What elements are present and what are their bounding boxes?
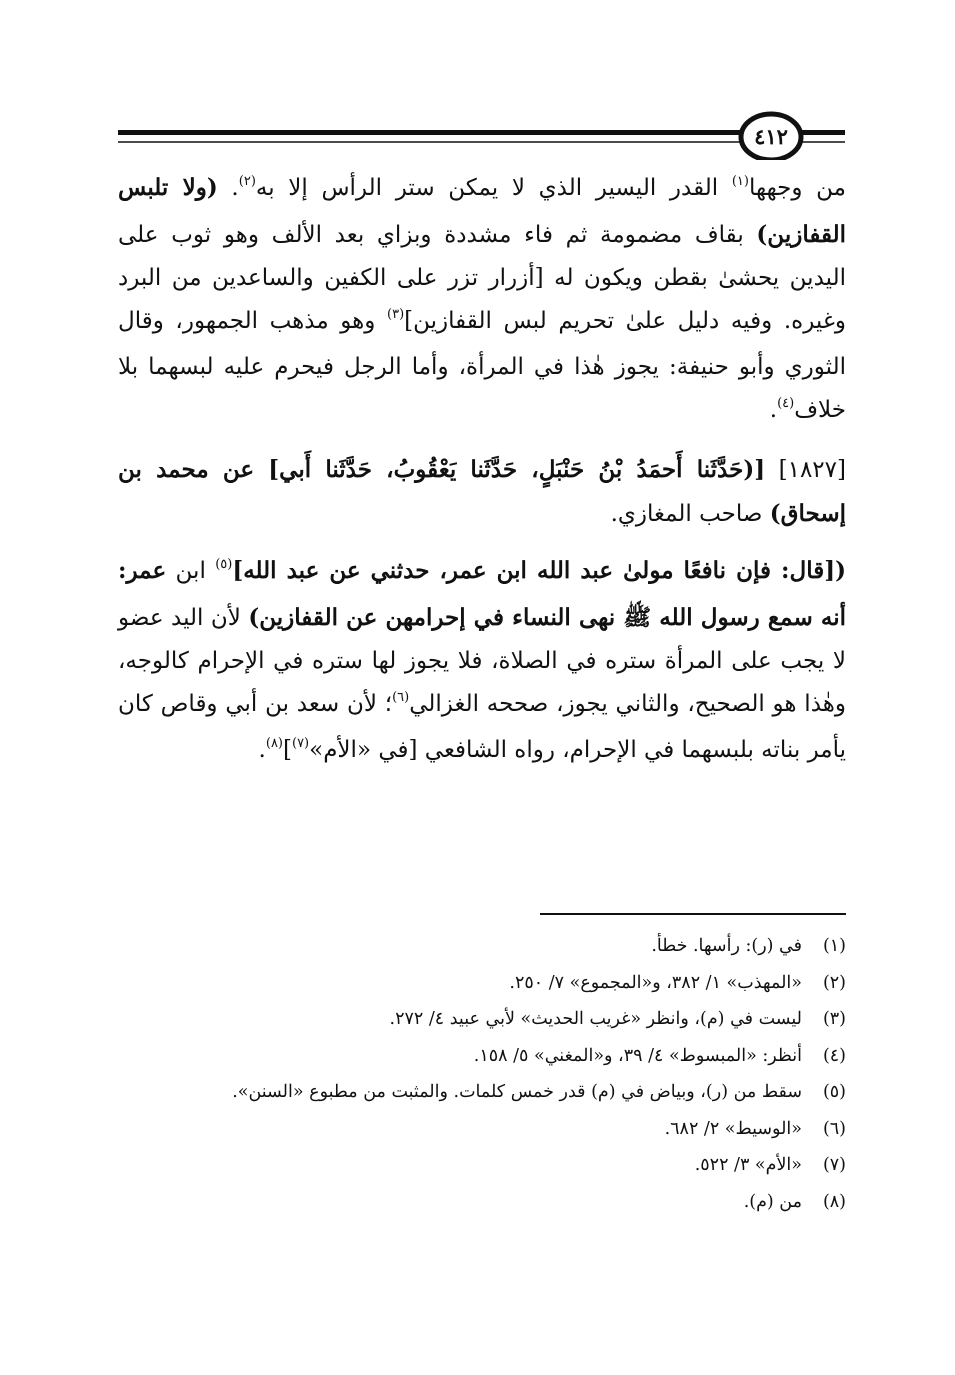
footnote-ref: (٨) (265, 736, 283, 751)
page-number: ٤١٢ (754, 124, 788, 149)
footnote (118, 965, 846, 1002)
footnote-text: سقط من (ر)، وبياض في (م) قدر خمس كلمات. والمثبت من مطبوع «السنن». (232, 1082, 802, 1102)
text-run: ] (283, 737, 292, 763)
footnote (118, 1184, 846, 1221)
text-run: القدر اليسير الذي لا يمكن ستر الرأس إلا به (255, 175, 732, 201)
matn-text: [(حَدَّثَنا أَحمَدُ بْنُ حَنْبَلٍ، حَدَّثَنا يَعْقُوبُ، حَدَّثَنا أَبي] عن محمد بن إسحاق) (118, 456, 846, 527)
text-run: . (769, 397, 778, 423)
matn-text: عمر: أنه سمع رسول الله ﷺ نهى النساء في إحرامهن عن القفازين) (118, 557, 847, 631)
footnote-ref: (١) (731, 174, 749, 189)
footnote-number: (٧) (822, 1155, 846, 1175)
text-run: ابن (166, 558, 216, 584)
paragraph-2 (118, 448, 846, 536)
matn-text: (ولا تلبس القفازين) (118, 174, 846, 248)
footnote (118, 1038, 846, 1075)
main-text (118, 166, 846, 788)
footnote (118, 928, 846, 965)
text-run: صاحب المغازي. (610, 501, 770, 527)
footnote-text: أنظر: «المبسوط» ٤/ ٣٩، و«المغني» ٥/ ١٥٨. (473, 1045, 802, 1066)
footnote (118, 1147, 846, 1184)
text-run: بقاف مضمومة ثم فاء مشددة وبزاي بعد الألف وهو ثوب على اليدين يحشىٰ بقطن ويكون له [أزرار تزر على الكفين والساعدين من البرد وغيره. وفيه دليل علىٰ تحريم لبس القفازين] (118, 222, 847, 334)
footnote-number: (٥) (822, 1082, 846, 1102)
footnote-number: (٣) (822, 1009, 846, 1029)
footnote-number: (٦) (822, 1118, 846, 1139)
footnote-number: (٤) (822, 1045, 846, 1066)
text-run: . (217, 175, 239, 201)
page-header (0, 0, 955, 160)
footnote-ref: (٤) (777, 396, 795, 411)
matn-text: ([قال: فإن نافعًا مولىٰ عبد الله ابن عمر، حدثني عن عبد الله] (232, 557, 846, 584)
footnote-number: (١) (822, 936, 846, 956)
footnote-text: «الأم» ٣/ ٥٢٢. (694, 1155, 802, 1175)
text-run: من وجهها (748, 175, 846, 201)
footnote-text: «المهذب» ١/ ٣٨٢، و«المجموع» ٧/ ٢٥٠. (509, 972, 802, 993)
footnote-number: (٢) (822, 972, 846, 993)
footnote (118, 1001, 846, 1038)
paragraph-1 (118, 166, 846, 435)
hadith-number: [١٨٢٧] (765, 457, 846, 483)
header-ornament (0, 0, 955, 160)
text-run: ؛ لأن سعد بن أبي وقاص كان يأمر بناته بلبسهما في الإحرام، رواه الشافعي [في «الأم» (118, 691, 846, 763)
footnote-ref: (٧) (291, 736, 310, 751)
paragraph-3 (118, 549, 846, 775)
text-run: . (258, 737, 266, 763)
footnote-ref: (٣) (387, 307, 405, 322)
footnote-text: من (م). (743, 1191, 802, 1212)
footnote-text: في (ر): رأسها. خطأ. (651, 936, 802, 956)
footnote-text: ليست في (م)، وانظر «غريب الحديث» لأبي عبيد ٤/ ٢٧٢. (389, 1009, 802, 1029)
footnote (118, 1074, 846, 1111)
text-run: لأن اليد عضو لا يجب على المرأة ستره في الصلاة، فلا يجوز لها ستره في الإحرام كالوجه، وهٰذا هو الصحيح، والثاني يجوز، صححه الغزالي (118, 605, 846, 717)
footnote-text: «الوسيط» ٢/ ٦٨٢. (664, 1118, 802, 1139)
footnote-number: (٨) (822, 1191, 846, 1212)
footnote-ref: (٥) (215, 557, 233, 572)
footnote-divider (540, 913, 846, 915)
footnote-ref: (٦) (392, 690, 410, 705)
footnote-ref: (٢) (238, 174, 256, 189)
text-run: وهو مذهب الجمهور، وقال الثوري وأبو حنيفة: يجوز هٰذا في المرأة، وأما الرجل فيحرم عليه لبسهما بلا خلاف (118, 308, 846, 423)
footnotes (118, 928, 846, 1220)
footnote (118, 1111, 846, 1148)
